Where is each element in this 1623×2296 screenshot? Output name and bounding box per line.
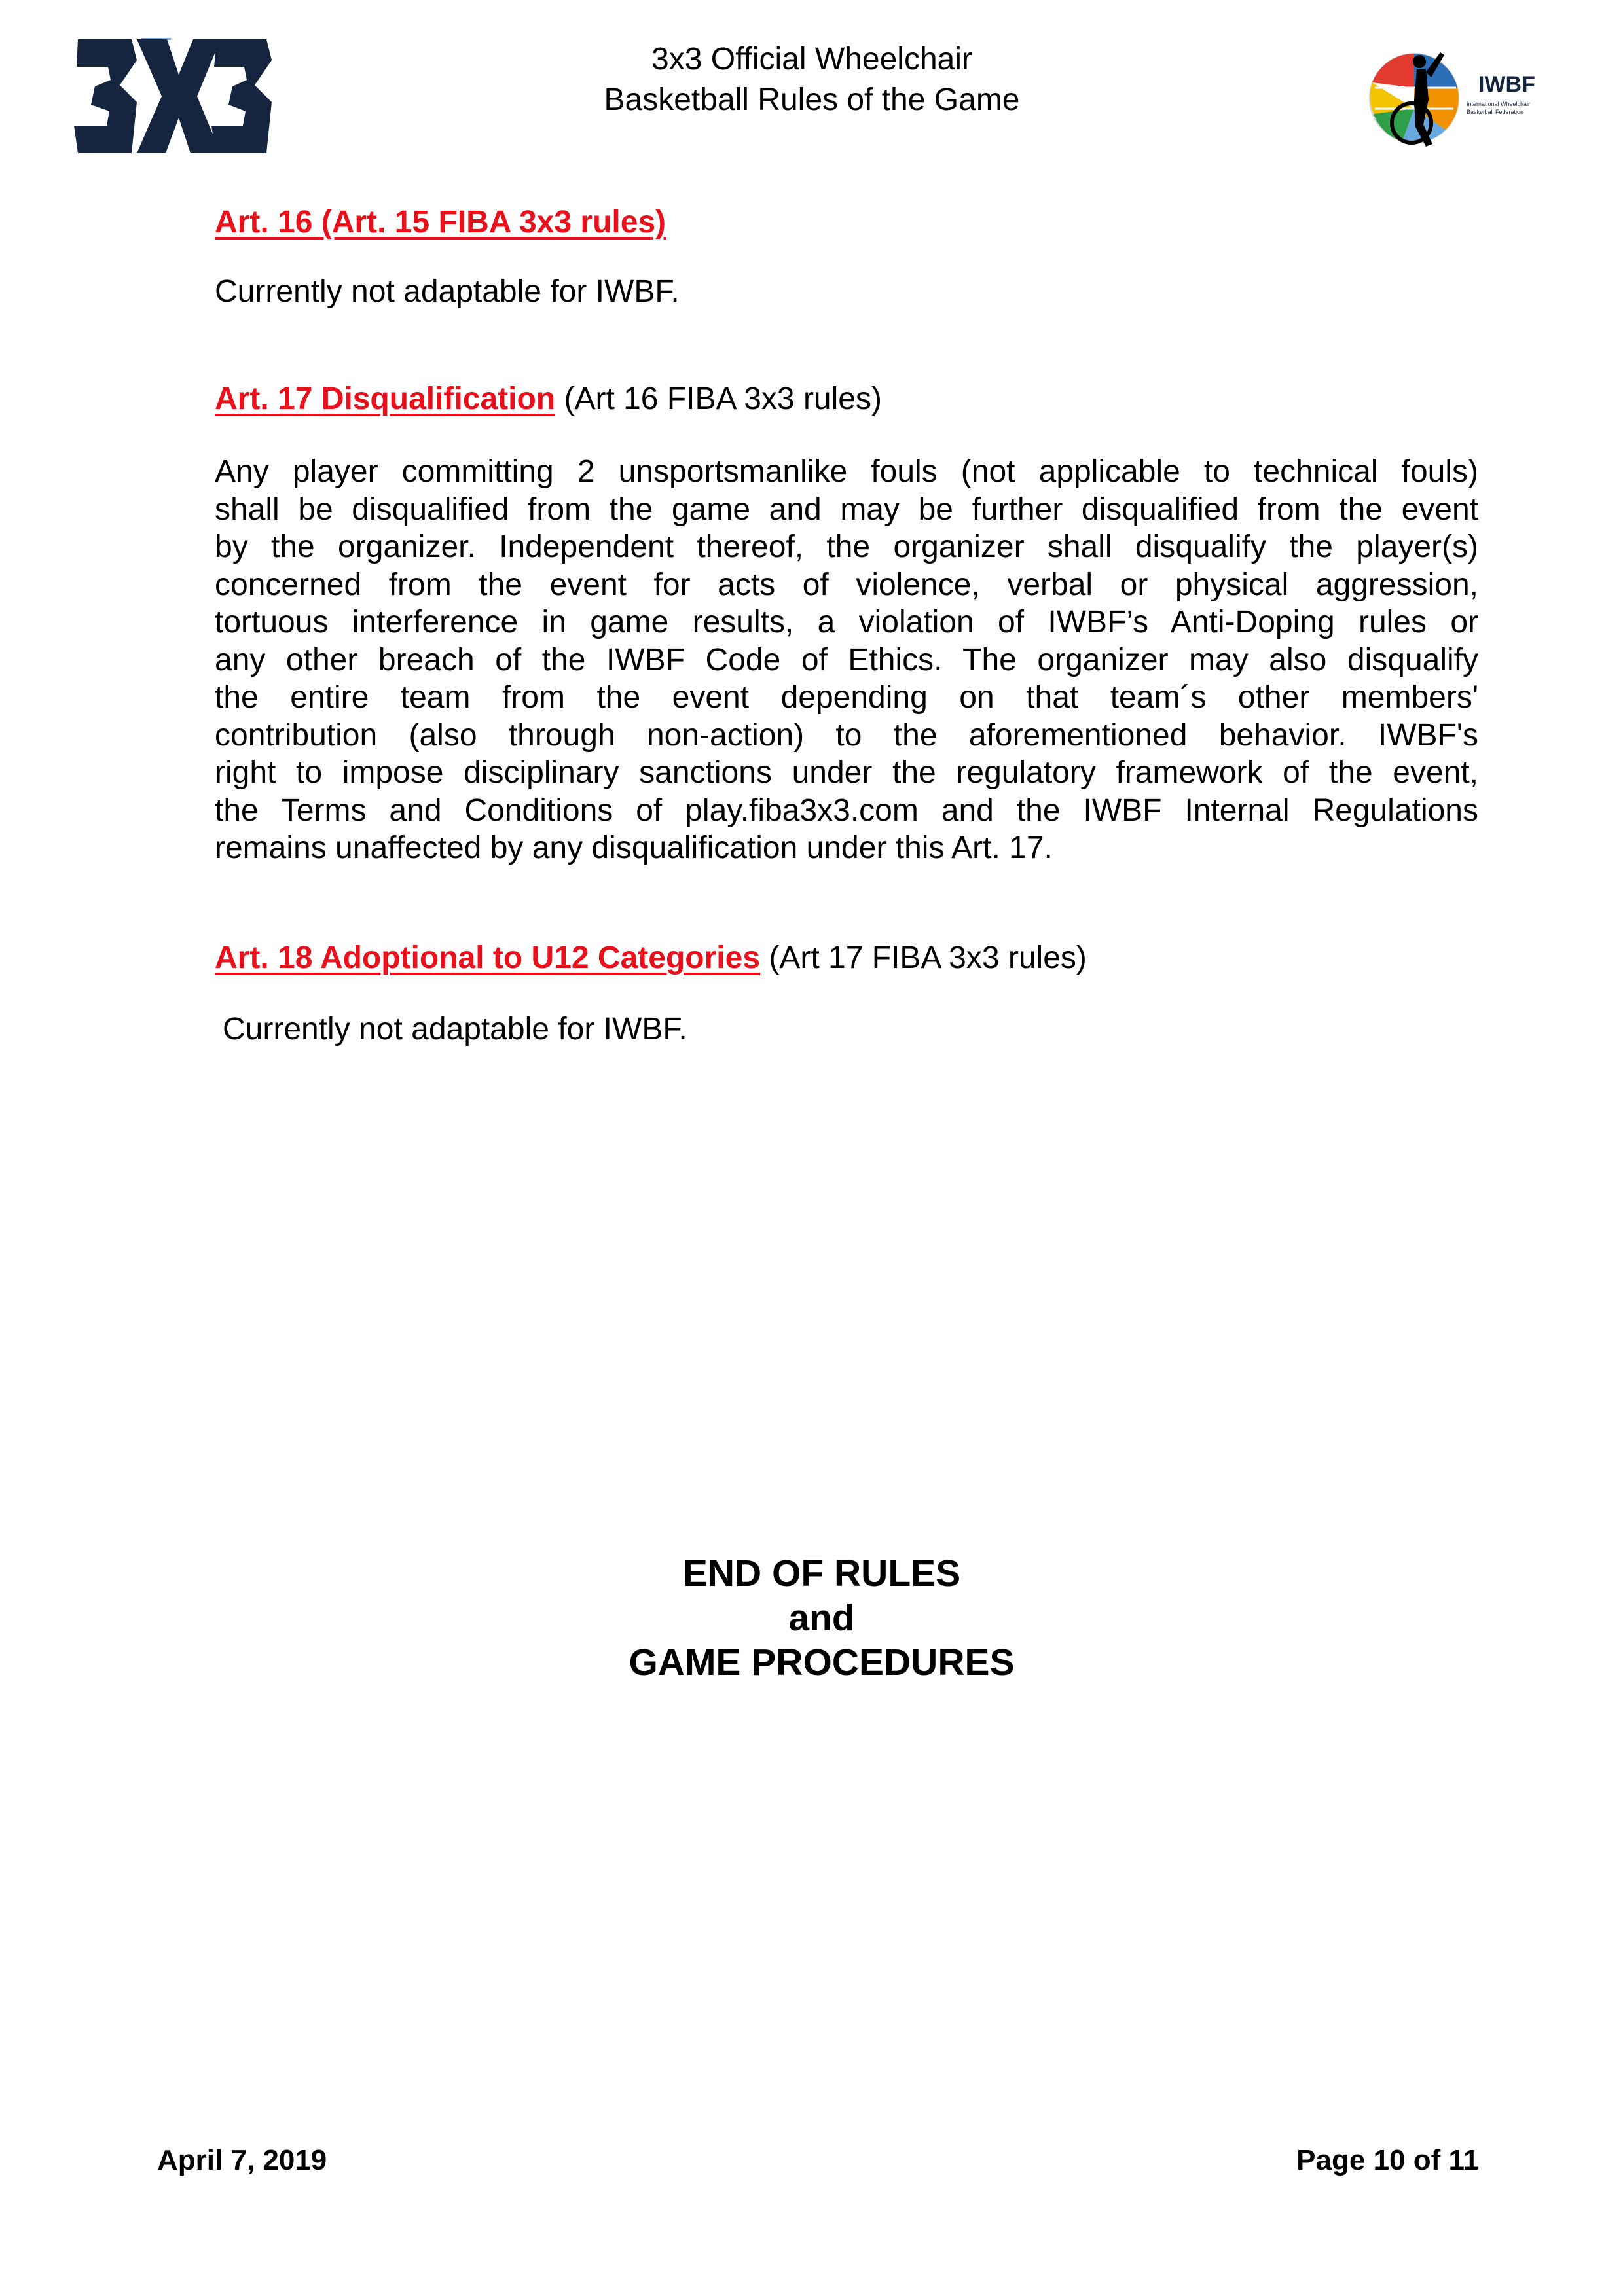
art-17-body-line: any other breach of the IWBF Code of Ethics. The organizer may also disqualify (215, 642, 1478, 677)
iwbf-globe-icon (1370, 52, 1459, 147)
art-17-body-line: remains unaffected by any disqualification under this Art. 17. (215, 831, 1053, 865)
end-block-line-2: and (788, 1597, 855, 1639)
art-18-heading-row (215, 940, 1478, 976)
art-17-body-line: Any player committing 2 unsportsmanlike fouls (not applicable to technical fouls) (215, 454, 1478, 489)
art-18-reference: (Art 17 FIBA 3x3 rules) (769, 941, 1087, 975)
3x3-logo-mark (74, 39, 272, 153)
art-17-heading-row (215, 381, 1478, 417)
header-title-line-2: Basketball Rules of the Game (604, 82, 1020, 117)
art-17-body-line: right to impose disciplinary sanctions under the regulatory framework of the event, (215, 755, 1478, 790)
art-17-body-line: contribution (also through non-action) to the aforementioned behavior. IWBF's (215, 717, 1478, 753)
art-17-body-line: shall be disqualified from the game and may be further disqualified from the event (215, 492, 1478, 527)
art-17-body-line: by the organizer. Independent thereof, the organizer shall disqualify the player(s) (215, 529, 1478, 564)
end-of-rules-block (484, 1551, 1159, 1685)
art-17-body (215, 453, 1478, 867)
end-block-line-1: END OF RULES (682, 1552, 961, 1594)
art-17-body-line: the Terms and Conditions of play.fiba3x3.com and the IWBF Internal Regulations (215, 793, 1478, 828)
end-block-line-3: GAME PROCEDURES (629, 1641, 1015, 1683)
footer-date: April 7, 2019 (157, 2144, 327, 2176)
art-17-heading[interactable]: Art. 17 Disqualification (215, 382, 556, 416)
iwbf-logo-subtext-1: International Wheelchair (1467, 101, 1531, 107)
iwbf-logo-subtext-2: Basketball Federation (1467, 109, 1524, 115)
art-16-heading-row (215, 204, 1478, 240)
art-17-reference: (Art 16 FIBA 3x3 rules) (564, 382, 882, 416)
header-title-line-1: 3x3 Official Wheelchair (651, 42, 972, 77)
art-18-heading[interactable]: Art. 18 Adoptional to U12 Categories (215, 941, 761, 975)
document-header-title (511, 39, 1113, 120)
iwbf-logo-text: IWBF (1478, 72, 1535, 97)
3x3-logo (69, 34, 275, 158)
art-16-heading[interactable]: Art. 16 (Art. 15 FIBA 3x3 rules) (215, 205, 666, 240)
art-17-body-line: concerned from the event for acts of violence, verbal or physical aggression, (215, 567, 1478, 602)
art-17-body-line: tortuous interference in game results, a violation of IWBF’s Anti-Doping rules or (215, 605, 1478, 639)
art-18-body: Currently not adaptable for IWBF. (223, 1012, 687, 1047)
footer-page-number: Page 10 of 11 (1296, 2144, 1479, 2176)
art-17-body-line: the entire team from the event depending on that team´s other members' (215, 680, 1478, 715)
art-16-body: Currently not adaptable for IWBF. (215, 274, 680, 309)
iwbf-logo (1368, 46, 1542, 151)
